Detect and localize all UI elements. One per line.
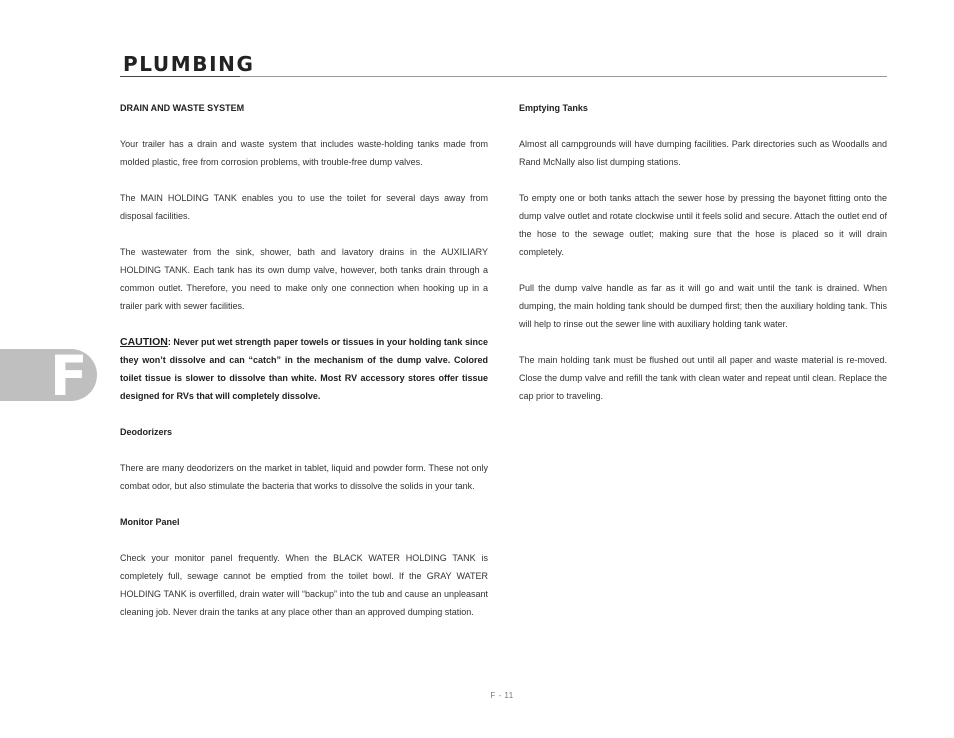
right-column	[519, 99, 887, 405]
paragraph-dumping-facilities: Almost all campgrounds will have dumping facilities. Park directories such as Woodalls and Rand McNally also list dumping stations.	[519, 139, 887, 167]
section-heading-deodorizers: Deodorizers	[120, 427, 173, 437]
paragraph-dump-valve: Pull the dump valve handle as far as it will go and wait until the tank is drained. When dumping, the main holding tank should be dumped first; then the auxiliary holding tank. This will help to rinse out the sewer line with auxiliary holding tank water.	[519, 283, 887, 329]
title-divider-accent	[120, 76, 240, 77]
caution-note	[120, 333, 488, 405]
paragraph-flush-tank: The main holding tank must be flushed out until all paper and waste material is re-moved. Close the dump valve and refill the tank with clean water and repeat until clean. Replace the cap prior to traveling.	[519, 355, 887, 401]
section-heading-emptying-tanks: Emptying Tanks	[519, 103, 588, 113]
caution-label: CAUTION	[120, 336, 168, 348]
paragraph-deodorizers: There are many deodorizers on the market in tablet, liquid and powder form. These not only combat odor, but also stimulate the bacteria that works to dissolve the solids in your tank.	[120, 463, 488, 491]
page-title: PLUMBING	[123, 52, 255, 76]
paragraph-monitor-panel: Check your monitor panel frequently. When the BLACK WATER HOLDING TANK is completely full, sewage cannot be emptied from the toilet bowl. If the GRAY WATER HOLDING TANK is overfilled, drain water will “backup” into the tub and cause an unpleasant cleaning job. Never drain the tanks at any place other than an approved dumping station.	[120, 553, 488, 617]
paragraph-drain-intro: Your trailer has a drain and waste system that includes waste-holding tanks made from molded plastic, free from corrosion problems, with trouble-free dump valves.	[120, 139, 488, 167]
left-column	[120, 99, 488, 621]
section-tab-letter: F	[50, 344, 88, 408]
page-number: F - 11	[490, 691, 514, 700]
caution-text: : Never put wet strength paper towels or tissues in your holding tank since they won’t dissolve and can “catch” in the mechanism of the dump valve. Colored toilet tissue is slower to dissolve than white. Most RV accessory stores offer tissue designed for RVs that will completely dissolve.	[120, 337, 488, 401]
section-heading-monitor-panel: Monitor Panel	[120, 517, 180, 527]
paragraph-main-tank: The MAIN HOLDING TANK enables you to use the toilet for several days away from disposal facilities.	[120, 193, 488, 221]
paragraph-attach-hose: To empty one or both tanks attach the sewer hose by pressing the bayonet fitting onto the dump valve outlet and rotate clockwise until it feels solid and secure. Attach the outlet end of the hose to the sewage outlet; making sure that the hose is placed so it will drain completely.	[519, 193, 887, 257]
paragraph-auxiliary-tank: The wastewater from the sink, shower, bath and lavatory drains in the AUXILIARY HOLDING TANK. Each tank has its own dump valve, however, both tanks drain through a common outlet. Therefore, you need to make only one connection when hooking up in a trailer park with sewer facilities.	[120, 247, 488, 311]
section-heading-drain-waste: DRAIN AND WASTE SYSTEM	[120, 103, 245, 113]
